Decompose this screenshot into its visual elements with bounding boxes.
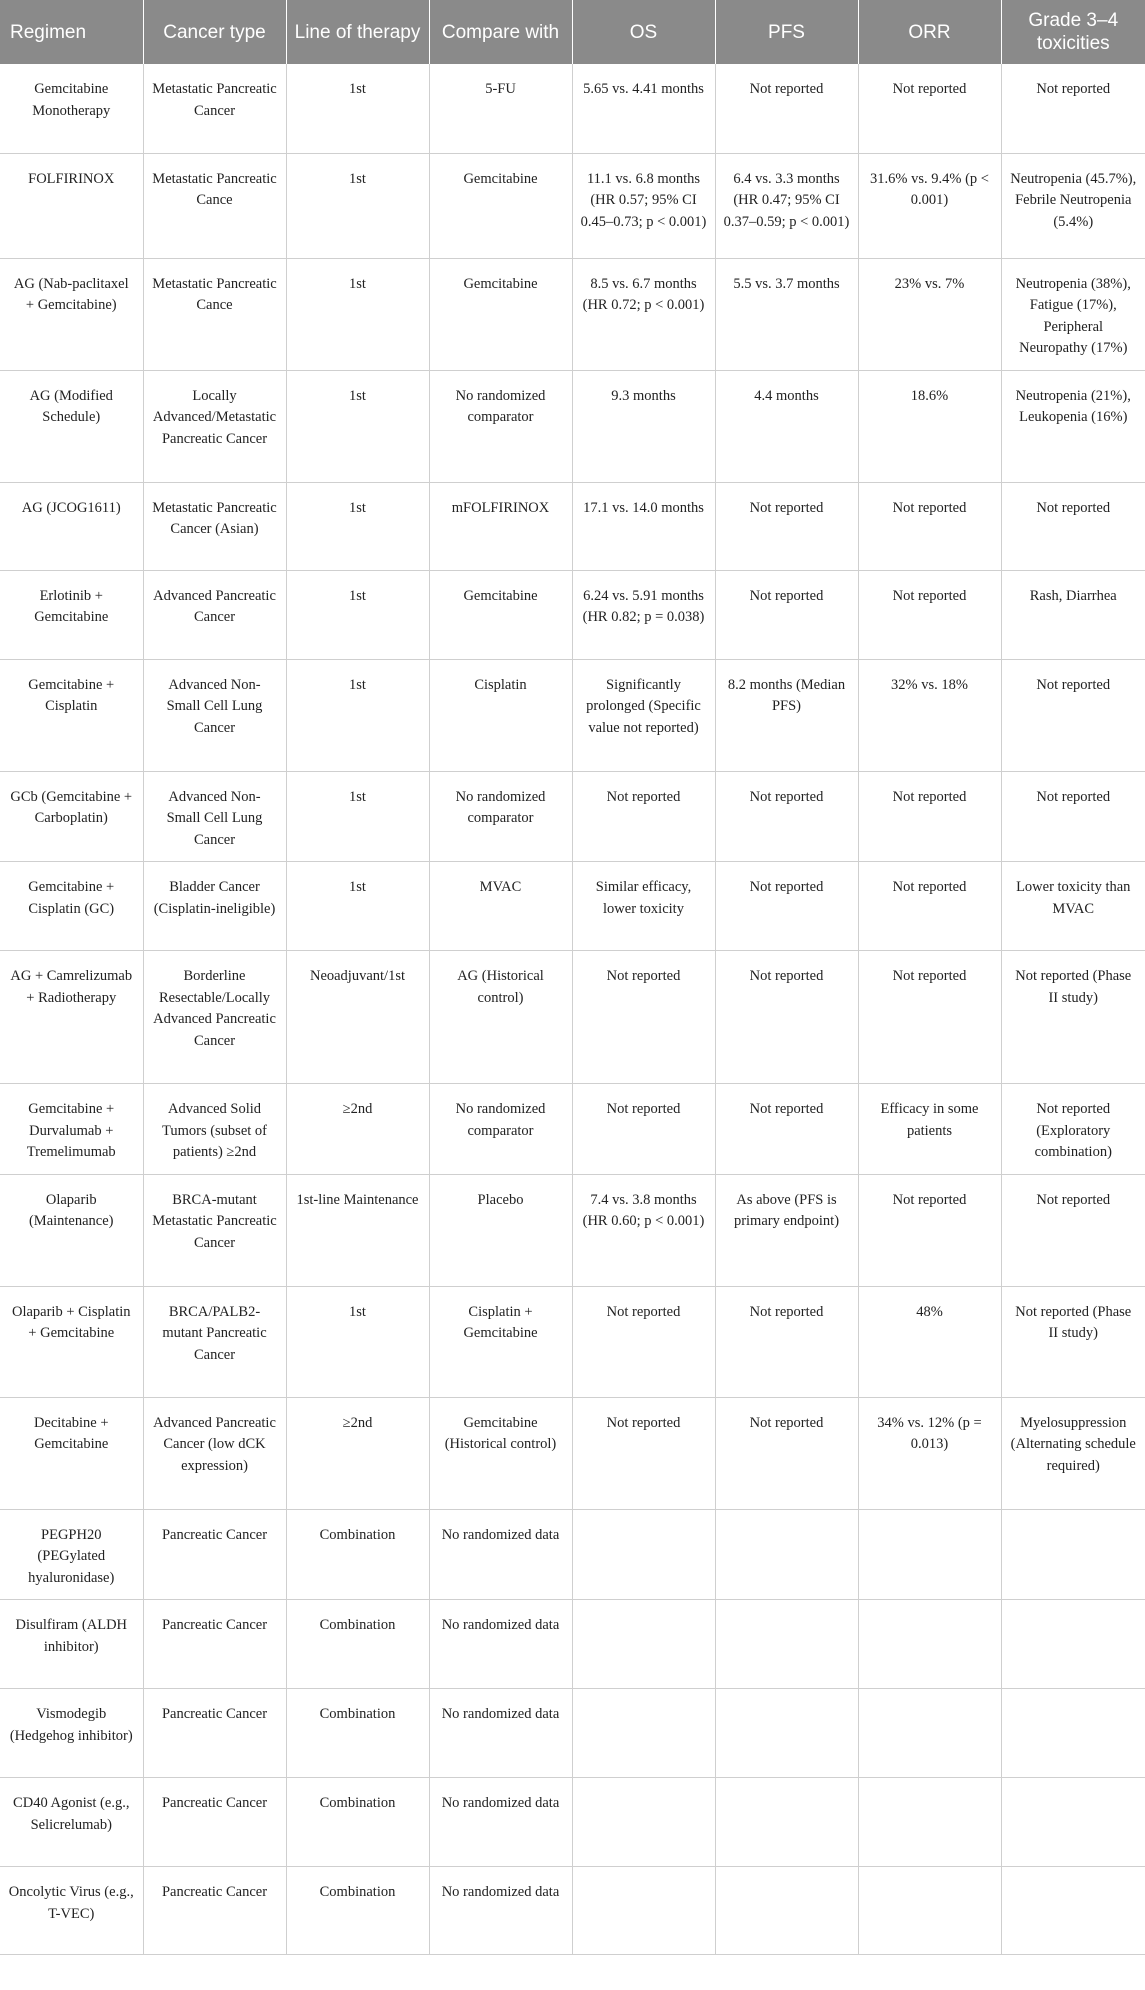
cell-orr: 18.6% (858, 370, 1001, 482)
table-row (0, 1084, 1145, 1175)
table-row (0, 570, 1145, 659)
table-row (0, 1397, 1145, 1509)
table-row (0, 659, 1145, 771)
cell-os: Not reported (572, 1286, 715, 1397)
cell-compare-with: Cisplatin (429, 659, 572, 771)
cell-orr: 34% vs. 12% (p = 0.013) (858, 1397, 1001, 1509)
cell-toxicities: Not reported (Phase II study) (1001, 1286, 1145, 1397)
cell-toxicities: Not reported (1001, 1174, 1145, 1286)
table-row (0, 1509, 1145, 1600)
cell-line-of-therapy: Combination (286, 1867, 429, 1955)
cell-pfs: Not reported (715, 570, 858, 659)
cell-line-of-therapy: 1st (286, 370, 429, 482)
cell-toxicities: Not reported (1001, 64, 1145, 153)
cell-line-of-therapy: 1st (286, 862, 429, 951)
cell-pfs: 8.2 months (Median PFS) (715, 659, 858, 771)
cell-pfs: Not reported (715, 1286, 858, 1397)
cell-cancer-type: Borderline Resectable/Locally Advanced Pancreatic Cancer (143, 951, 286, 1084)
cell-orr: Not reported (858, 771, 1001, 862)
cell-compare-with: No randomized comparator (429, 771, 572, 862)
cell-os: 11.1 vs. 6.8 months (HR 0.57; 95% CI 0.45–0.73; p < 0.001) (572, 153, 715, 258)
cell-pfs: As above (PFS is primary endpoint) (715, 1174, 858, 1286)
column-header-toxicities: Grade 3–4 toxicities (1001, 0, 1145, 64)
cell-pfs (715, 1600, 858, 1689)
cell-regimen: AG (JCOG1611) (0, 482, 143, 570)
cell-toxicities (1001, 1689, 1145, 1778)
cell-os: Not reported (572, 1397, 715, 1509)
cell-regimen: AG (Modified Schedule) (0, 370, 143, 482)
table-row (0, 1174, 1145, 1286)
cell-regimen: Disulfiram (ALDH inhibitor) (0, 1600, 143, 1689)
cell-pfs: Not reported (715, 482, 858, 570)
cell-regimen: Olaparib (Maintenance) (0, 1174, 143, 1286)
column-header-line-of-therapy: Line of therapy (286, 0, 429, 64)
cell-orr (858, 1778, 1001, 1867)
cell-toxicities: Myelosuppression (Alternating schedule required) (1001, 1397, 1145, 1509)
cell-cancer-type: Advanced Pancreatic Cancer (low dCK expression) (143, 1397, 286, 1509)
cell-pfs: 6.4 vs. 3.3 months (HR 0.47; 95% CI 0.37–0.59; p < 0.001) (715, 153, 858, 258)
cell-orr: Not reported (858, 570, 1001, 659)
cell-os: 17.1 vs. 14.0 months (572, 482, 715, 570)
cell-toxicities: Not reported (1001, 482, 1145, 570)
cell-compare-with: MVAC (429, 862, 572, 951)
cell-regimen: GCb (Gemcitabine + Carboplatin) (0, 771, 143, 862)
cell-line-of-therapy: 1st (286, 659, 429, 771)
cell-toxicities (1001, 1509, 1145, 1600)
cell-orr: Not reported (858, 951, 1001, 1084)
table-row (0, 64, 1145, 153)
cell-regimen: Vismodegib (Hedgehog inhibitor) (0, 1689, 143, 1778)
cell-line-of-therapy: Combination (286, 1509, 429, 1600)
cell-regimen: Decitabine + Gemcitabine (0, 1397, 143, 1509)
cell-os (572, 1689, 715, 1778)
cell-compare-with: No randomized comparator (429, 1084, 572, 1175)
cell-toxicities (1001, 1778, 1145, 1867)
cell-os: Similar efficacy, lower toxicity (572, 862, 715, 951)
cell-regimen: AG + Camrelizumab + Radiotherapy (0, 951, 143, 1084)
cell-os: Not reported (572, 771, 715, 862)
cell-compare-with: 5-FU (429, 64, 572, 153)
cell-line-of-therapy: Combination (286, 1689, 429, 1778)
table-row (0, 1867, 1145, 1955)
cell-pfs (715, 1778, 858, 1867)
cell-regimen: Oncolytic Virus (e.g., T-VEC) (0, 1867, 143, 1955)
column-header-regimen: Regimen (0, 0, 143, 64)
table-row (0, 1286, 1145, 1397)
cell-cancer-type: BRCA/PALB2-mutant Pancreatic Cancer (143, 1286, 286, 1397)
cell-compare-with: No randomized data (429, 1778, 572, 1867)
cell-orr (858, 1867, 1001, 1955)
cell-toxicities: Neutropenia (21%), Leukopenia (16%) (1001, 370, 1145, 482)
cell-compare-with: Placebo (429, 1174, 572, 1286)
cell-cancer-type: Metastatic Pancreatic Cance (143, 258, 286, 370)
cell-pfs: Not reported (715, 1397, 858, 1509)
table-row (0, 1689, 1145, 1778)
cell-orr: Not reported (858, 862, 1001, 951)
cell-compare-with: Gemcitabine (429, 258, 572, 370)
cell-orr: Not reported (858, 482, 1001, 570)
table-row (0, 1600, 1145, 1689)
cell-pfs (715, 1509, 858, 1600)
cell-orr: 32% vs. 18% (858, 659, 1001, 771)
cell-cancer-type: Pancreatic Cancer (143, 1689, 286, 1778)
cell-orr (858, 1600, 1001, 1689)
cell-compare-with: No randomized data (429, 1509, 572, 1600)
cell-compare-with: No randomized data (429, 1867, 572, 1955)
cell-cancer-type: BRCA-mutant Metastatic Pancreatic Cancer (143, 1174, 286, 1286)
cell-cancer-type: Advanced Pancreatic Cancer (143, 570, 286, 659)
cell-orr: Not reported (858, 64, 1001, 153)
table-row (0, 370, 1145, 482)
cell-compare-with: Gemcitabine (Historical control) (429, 1397, 572, 1509)
cell-os (572, 1778, 715, 1867)
cell-os (572, 1867, 715, 1955)
cell-os: Not reported (572, 1084, 715, 1175)
header-row (0, 0, 1145, 64)
cell-toxicities (1001, 1867, 1145, 1955)
cell-orr: 31.6% vs. 9.4% (p < 0.001) (858, 153, 1001, 258)
cell-regimen: Olaparib + Cisplatin + Gemcitabine (0, 1286, 143, 1397)
cell-os: 6.24 vs. 5.91 months (HR 0.82; p = 0.038) (572, 570, 715, 659)
cell-cancer-type: Pancreatic Cancer (143, 1509, 286, 1600)
cell-line-of-therapy: 1st (286, 482, 429, 570)
cell-line-of-therapy: 1st (286, 258, 429, 370)
cell-regimen: Gemcitabine Monotherapy (0, 64, 143, 153)
cell-regimen: AG (Nab-paclitaxel + Gemcitabine) (0, 258, 143, 370)
table-row (0, 951, 1145, 1084)
cell-line-of-therapy: 1st-line Maintenance (286, 1174, 429, 1286)
cell-os: 5.65 vs. 4.41 months (572, 64, 715, 153)
cell-pfs: 4.4 months (715, 370, 858, 482)
cell-line-of-therapy: 1st (286, 64, 429, 153)
cell-os (572, 1509, 715, 1600)
table-body (0, 64, 1145, 1955)
cell-pfs: 5.5 vs. 3.7 months (715, 258, 858, 370)
cell-orr (858, 1509, 1001, 1600)
table-header (0, 0, 1145, 64)
cell-compare-with: Gemcitabine (429, 570, 572, 659)
cell-compare-with: No randomized data (429, 1600, 572, 1689)
cell-os: 7.4 vs. 3.8 months (HR 0.60; p < 0.001) (572, 1174, 715, 1286)
cell-toxicities: Not reported (Exploratory combination) (1001, 1084, 1145, 1175)
cell-line-of-therapy: ≥2nd (286, 1084, 429, 1175)
cell-compare-with: No randomized comparator (429, 370, 572, 482)
cell-regimen: Gemcitabine + Cisplatin (0, 659, 143, 771)
table-row (0, 153, 1145, 258)
cell-os: 9.3 months (572, 370, 715, 482)
cell-regimen: PEGPH20 (PEGylated hyaluronidase) (0, 1509, 143, 1600)
cell-compare-with: Cisplatin + Gemcitabine (429, 1286, 572, 1397)
cell-regimen: FOLFIRINOX (0, 153, 143, 258)
cell-toxicities: Neutropenia (45.7%), Febrile Neutropenia (5.4%) (1001, 153, 1145, 258)
cell-line-of-therapy: 1st (286, 771, 429, 862)
cell-compare-with: Gemcitabine (429, 153, 572, 258)
cell-regimen: Gemcitabine + Durvalumab + Tremelimumab (0, 1084, 143, 1175)
cell-cancer-type: Pancreatic Cancer (143, 1867, 286, 1955)
cell-os: 8.5 vs. 6.7 months (HR 0.72; p < 0.001) (572, 258, 715, 370)
cell-compare-with: mFOLFIRINOX (429, 482, 572, 570)
column-header-cancer-type: Cancer type (143, 0, 286, 64)
cell-regimen: Gemcitabine + Cisplatin (GC) (0, 862, 143, 951)
cell-os: Significantly prolonged (Specific value not reported) (572, 659, 715, 771)
cell-line-of-therapy: Combination (286, 1600, 429, 1689)
column-header-compare-with: Compare with (429, 0, 572, 64)
cell-toxicities (1001, 1600, 1145, 1689)
cell-pfs: Not reported (715, 771, 858, 862)
column-header-os: OS (572, 0, 715, 64)
cell-pfs: Not reported (715, 1084, 858, 1175)
table-row (0, 771, 1145, 862)
cell-cancer-type: Advanced Non-Small Cell Lung Cancer (143, 771, 286, 862)
cell-cancer-type: Bladder Cancer (Cisplatin-ineligible) (143, 862, 286, 951)
table-row (0, 482, 1145, 570)
table-row (0, 258, 1145, 370)
cell-toxicities: Rash, Diarrhea (1001, 570, 1145, 659)
cell-cancer-type: Metastatic Pancreatic Cance (143, 153, 286, 258)
cell-line-of-therapy: 1st (286, 570, 429, 659)
cell-cancer-type: Pancreatic Cancer (143, 1600, 286, 1689)
table-row (0, 1778, 1145, 1867)
cell-pfs: Not reported (715, 64, 858, 153)
cell-os (572, 1600, 715, 1689)
cell-orr (858, 1689, 1001, 1778)
column-header-pfs: PFS (715, 0, 858, 64)
cell-cancer-type: Advanced Solid Tumors (subset of patients) ≥2nd (143, 1084, 286, 1175)
cell-line-of-therapy: Combination (286, 1778, 429, 1867)
column-header-orr: ORR (858, 0, 1001, 64)
cell-line-of-therapy: ≥2nd (286, 1397, 429, 1509)
cell-line-of-therapy: 1st (286, 153, 429, 258)
table-row (0, 862, 1145, 951)
cell-line-of-therapy: Neoadjuvant/1st (286, 951, 429, 1084)
cell-compare-with: AG (Historical control) (429, 951, 572, 1084)
cell-toxicities: Not reported (Phase II study) (1001, 951, 1145, 1084)
cell-pfs (715, 1867, 858, 1955)
cell-orr: 48% (858, 1286, 1001, 1397)
cell-regimen: Erlotinib + Gemcitabine (0, 570, 143, 659)
cell-regimen: CD40 Agonist (e.g., Selicrelumab) (0, 1778, 143, 1867)
cell-cancer-type: Metastatic Pancreatic Cancer (143, 64, 286, 153)
cell-pfs (715, 1689, 858, 1778)
cell-toxicities: Neutropenia (38%), Fatigue (17%), Peripheral Neuropathy (17%) (1001, 258, 1145, 370)
cell-cancer-type: Metastatic Pancreatic Cancer (Asian) (143, 482, 286, 570)
cell-orr: Not reported (858, 1174, 1001, 1286)
cell-os: Not reported (572, 951, 715, 1084)
cell-toxicities: Not reported (1001, 771, 1145, 862)
cell-compare-with: No randomized data (429, 1689, 572, 1778)
cell-line-of-therapy: 1st (286, 1286, 429, 1397)
cell-toxicities: Lower toxicity than MVAC (1001, 862, 1145, 951)
cell-pfs: Not reported (715, 951, 858, 1084)
cell-pfs: Not reported (715, 862, 858, 951)
cell-orr: 23% vs. 7% (858, 258, 1001, 370)
cell-cancer-type: Locally Advanced/Metastatic Pancreatic Cancer (143, 370, 286, 482)
cell-toxicities: Not reported (1001, 659, 1145, 771)
cell-orr: Efficacy in some patients (858, 1084, 1001, 1175)
cell-cancer-type: Advanced Non-Small Cell Lung Cancer (143, 659, 286, 771)
cell-cancer-type: Pancreatic Cancer (143, 1778, 286, 1867)
